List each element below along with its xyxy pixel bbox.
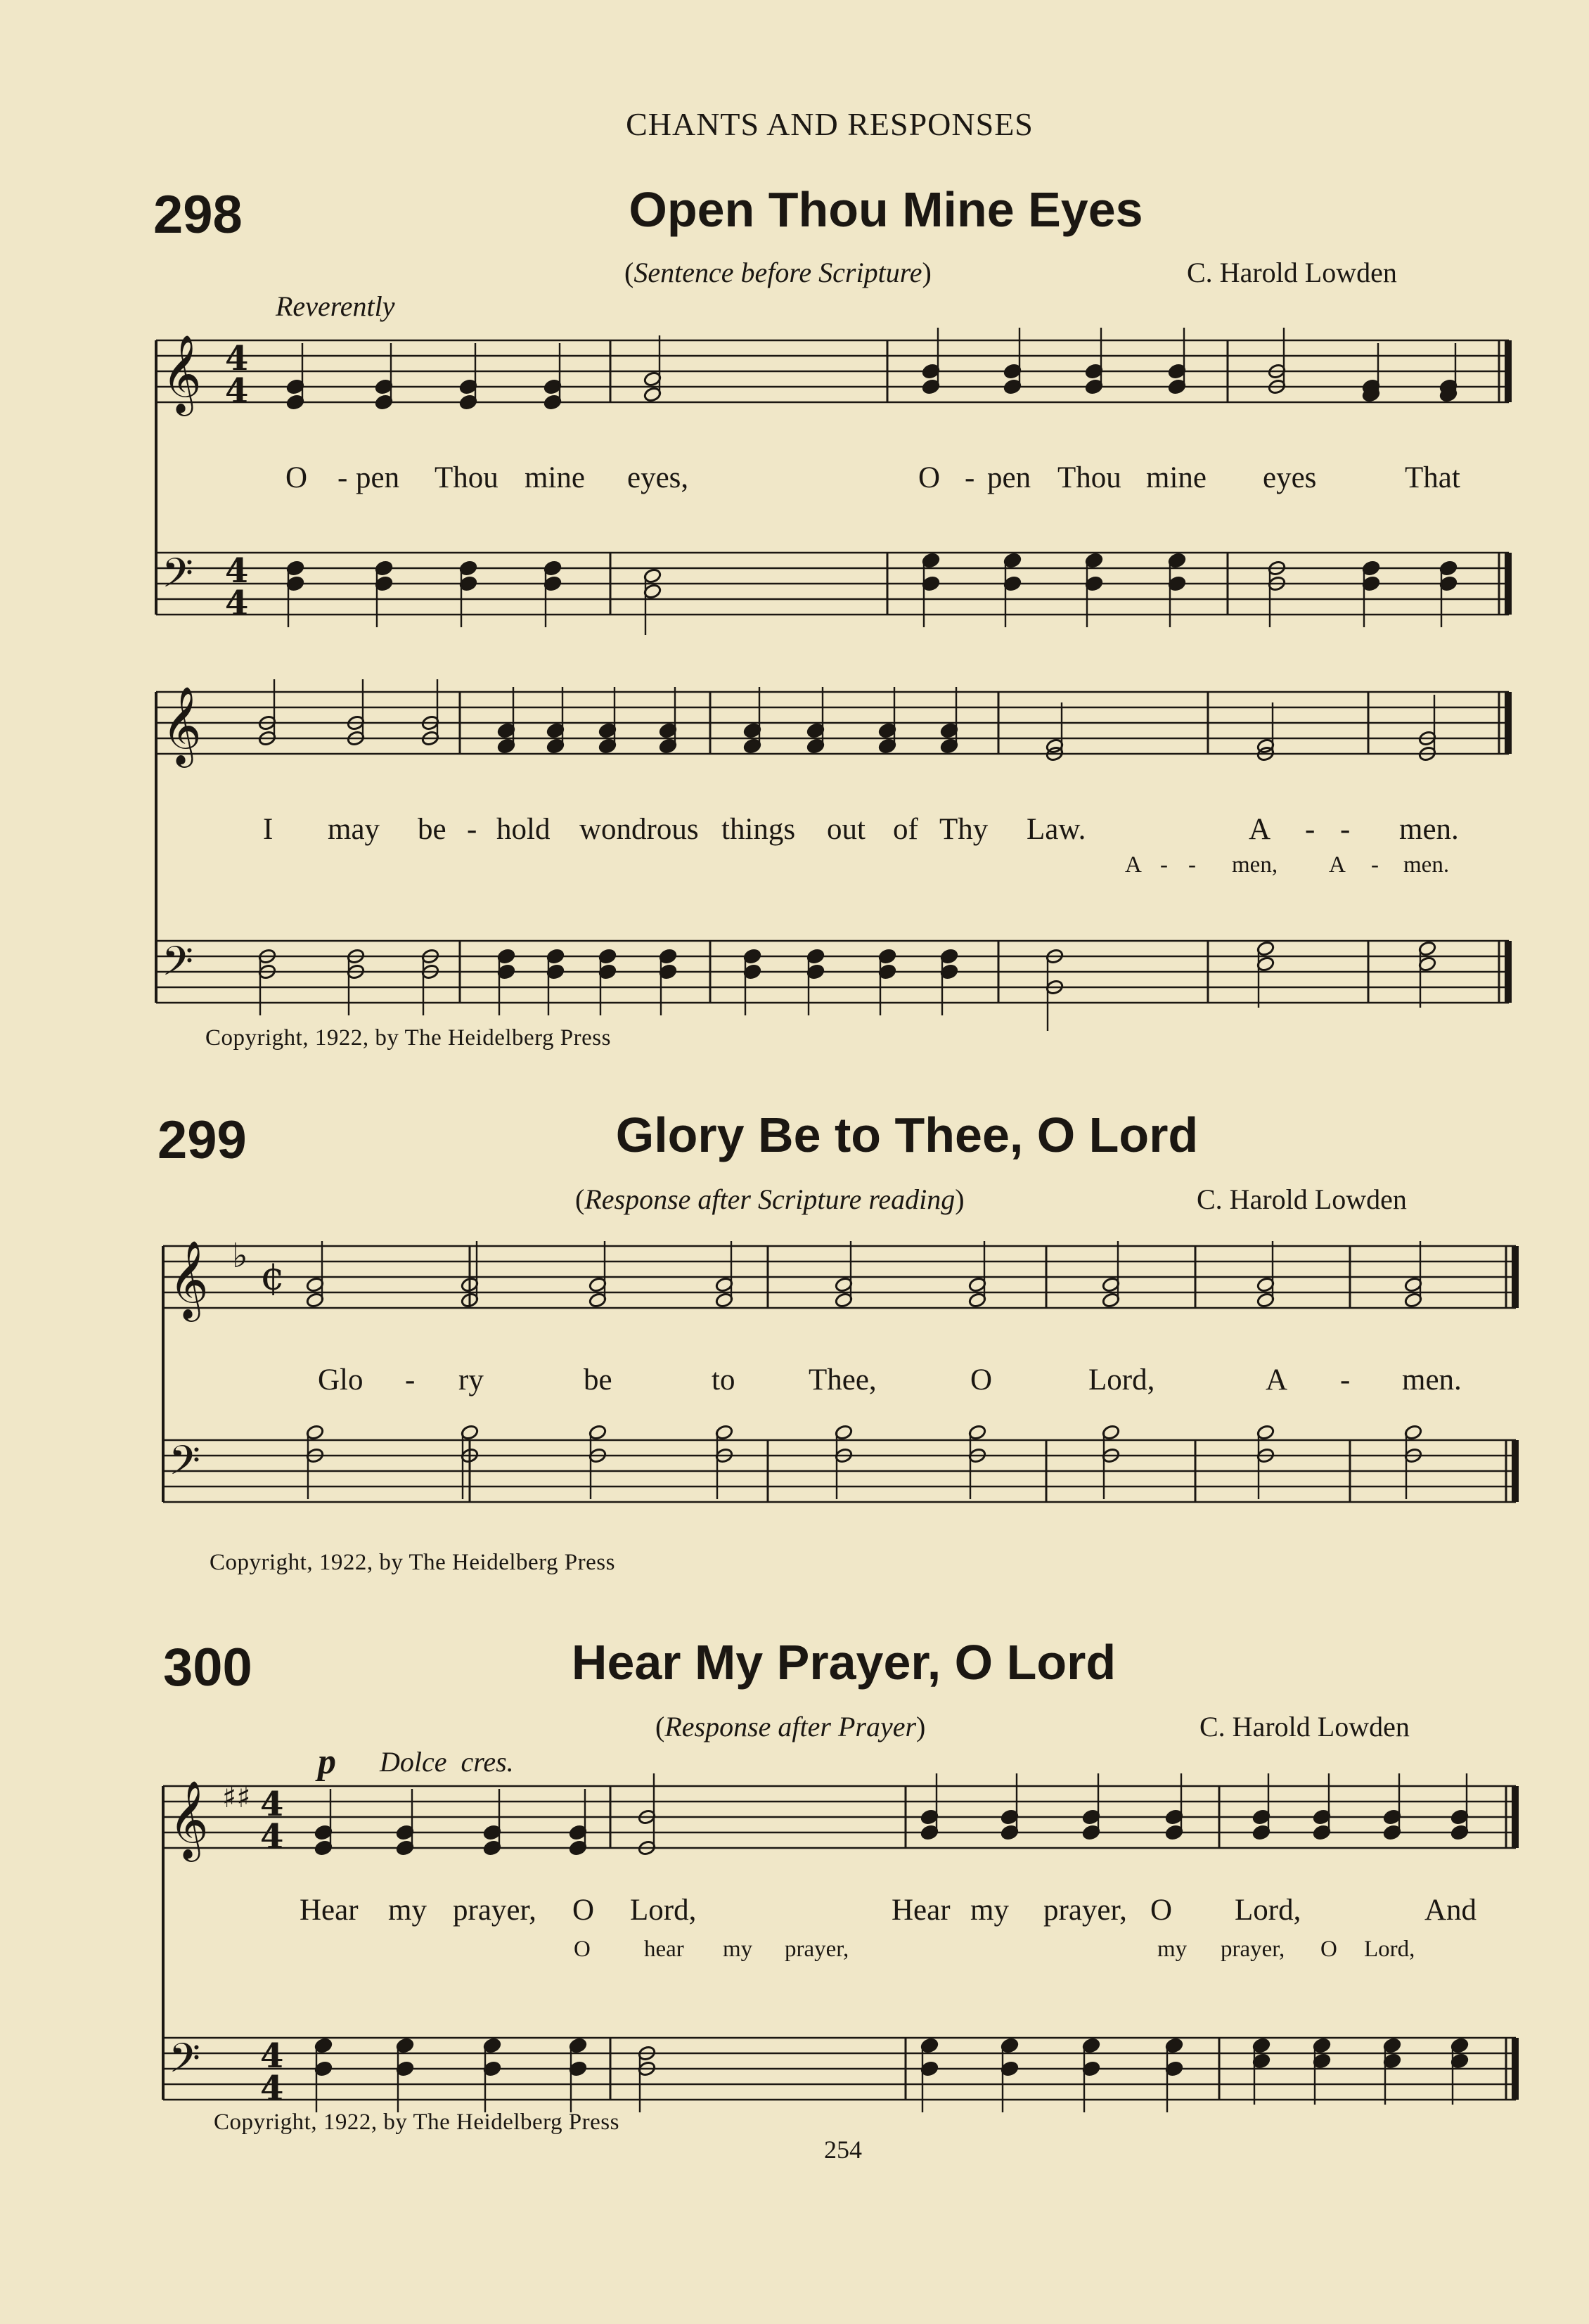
lyric-syllable: - — [1340, 1363, 1351, 1397]
lyric-syllable: be — [418, 813, 446, 846]
lyric-syllable: A — [1266, 1363, 1288, 1397]
lyric-syllable: A — [1329, 852, 1346, 878]
lyric-syllable: O — [970, 1363, 993, 1397]
lyric-syllable: - — [337, 461, 348, 494]
page-number: 254 — [824, 2136, 862, 2164]
lyric-syllable: prayer, — [1043, 1894, 1127, 1927]
lyric-syllable: pen — [987, 461, 1031, 494]
lyric-syllable: hear — [644, 1937, 684, 1962]
time-signature-denominator: 4 — [260, 2069, 284, 2108]
lyric-syllable: eyes, — [627, 461, 689, 494]
expression-marking-300: Dolce cres. — [380, 1746, 514, 1778]
lyric-syllable: Glo — [318, 1363, 364, 1397]
lyric-syllable: - — [1371, 852, 1379, 878]
time-signature-numerator: 4 — [260, 1785, 284, 1824]
lyric-syllable: O — [572, 1894, 595, 1927]
time-signature-numerator: 4 — [260, 2036, 284, 2076]
hymn-number-299: 299 — [157, 1110, 247, 1170]
lyric-syllable: ry — [458, 1363, 484, 1397]
lyric-syllable: prayer, — [453, 1894, 536, 1927]
hymn-subtitle-300: (Response after Prayer) — [655, 1711, 926, 1742]
lyric-syllable: O — [285, 461, 308, 494]
hymn-title-299: Glory Be to Thee, O Lord — [615, 1108, 1199, 1162]
treble-clef: 𝄞 — [162, 686, 202, 764]
lyric-syllable: men. — [1402, 1363, 1462, 1397]
lyric-syllable: - — [1160, 852, 1168, 878]
lyric-syllable: - — [1188, 852, 1196, 878]
lyric-syllable: O — [1150, 1894, 1173, 1927]
hymn-subtitle-299: (Response after Scripture reading) — [575, 1183, 965, 1215]
lyric-syllable: A — [1249, 813, 1271, 846]
hymn-title-300: Hear My Prayer, O Lord — [571, 1635, 1117, 1690]
notation-layer — [156, 328, 1519, 2112]
cut-time-signature: ¢ — [260, 1254, 285, 1299]
hymn-subtitle-298: (Sentence before Scripture) — [624, 257, 932, 288]
lyric-syllable: Thee, — [809, 1363, 877, 1397]
lyric-syllable: to — [712, 1363, 735, 1397]
treble-clef: 𝄞 — [169, 1780, 209, 1858]
lyric-syllable: prayer, — [785, 1937, 849, 1962]
lyric-syllable: O — [918, 461, 941, 494]
lyric-syllable: Thou — [435, 461, 498, 494]
lyric-syllable: things — [721, 813, 796, 846]
lyric-syllable: prayer, — [1221, 1937, 1285, 1962]
hymn-number-298: 298 — [153, 185, 243, 245]
lyric-syllable: - — [1340, 813, 1351, 846]
final-barline-thick — [1512, 1440, 1519, 1502]
running-head: CHANTS AND RESPONSES — [626, 106, 1034, 142]
copyright-299: Copyright, 1922, by The Heidelberg Press — [210, 1550, 615, 1575]
lyric-syllable: Lord, — [1235, 1894, 1301, 1927]
final-barline-thick — [1505, 553, 1512, 615]
lyric-syllable: A — [1125, 852, 1142, 878]
dynamic-marking-300: p — [318, 1742, 336, 1782]
lyric-syllable: my — [388, 1894, 427, 1927]
lyric-syllable: - — [467, 813, 477, 846]
lyric-syllable: Lord, — [630, 1894, 697, 1927]
copyright-300: Copyright, 1922, by The Heidelberg Press — [214, 2110, 619, 2135]
copyright-298: Copyright, 1922, by The Heidelberg Press — [205, 1025, 611, 1051]
lyric-syllable: I — [263, 813, 274, 846]
lyric-syllable: pen — [356, 461, 400, 494]
final-barline-thick — [1505, 340, 1512, 402]
bass-clef: 𝄢 — [169, 2034, 201, 2092]
lyric-syllable: O — [574, 1937, 591, 1962]
lyric-syllable: my — [723, 1937, 753, 1962]
lyric-syllable: mine — [1146, 461, 1207, 494]
final-barline-thick — [1505, 692, 1512, 754]
time-signature-denominator: 4 — [260, 1817, 284, 1856]
hymn-title-298: Open Thou Mine Eyes — [629, 182, 1143, 237]
lyric-syllable: Law. — [1027, 813, 1086, 846]
lyric-syllable: Thou — [1057, 461, 1121, 494]
lyric-syllable: mine — [525, 461, 585, 494]
lyric-syllable: men, — [1232, 852, 1278, 878]
composer-300: C. Harold Lowden — [1199, 1711, 1410, 1742]
treble-clef: 𝄞 — [169, 1240, 209, 1318]
lyric-syllable: That — [1405, 461, 1460, 494]
final-barline-thick — [1512, 2038, 1519, 2100]
lyric-syllable: - — [1305, 813, 1315, 846]
bass-clef: 𝄢 — [162, 937, 194, 995]
composer-299: C. Harold Lowden — [1197, 1183, 1407, 1215]
time-signature-numerator: 4 — [225, 551, 249, 591]
lyric-syllable: - — [405, 1363, 416, 1397]
hymn-number-300: 300 — [163, 1638, 252, 1697]
lyric-syllable: Lord, — [1364, 1937, 1415, 1962]
lyric-syllable: out — [827, 813, 866, 846]
lyric-syllable: And — [1424, 1894, 1477, 1927]
lyric-syllable: Lord, — [1088, 1363, 1155, 1397]
treble-clef: 𝄞 — [162, 334, 202, 413]
lyric-syllable: men. — [1399, 813, 1459, 846]
time-signature-numerator: 4 — [225, 339, 249, 378]
lyric-syllable: Hear — [892, 1894, 951, 1927]
time-signature-denominator: 4 — [225, 371, 249, 411]
final-barline-thick — [1505, 941, 1512, 1003]
lyric-syllable: may — [328, 813, 380, 846]
lyric-syllable: of — [893, 813, 918, 846]
lyric-syllable: wondrous — [579, 813, 699, 846]
lyric-syllable: Thy — [939, 813, 989, 846]
flat-key-signature: ♭ — [232, 1236, 248, 1276]
final-barline-thick — [1512, 1246, 1519, 1308]
lyric-syllable: O — [1320, 1937, 1337, 1962]
lyric-syllable: - — [965, 461, 975, 494]
time-signature-denominator: 4 — [225, 584, 249, 623]
lyric-syllable: my — [1157, 1937, 1188, 1962]
lyric-syllable: my — [970, 1894, 1009, 1927]
lyric-syllable: eyes — [1263, 461, 1317, 494]
lyric-syllable: Hear — [300, 1894, 359, 1927]
tempo-marking-298: Reverently — [276, 290, 395, 322]
sharp-key-signature: ♯♯ — [222, 1780, 251, 1814]
lyric-syllable: be — [584, 1363, 612, 1397]
lyric-syllable: men. — [1403, 852, 1450, 878]
bass-clef: 𝄢 — [169, 1437, 201, 1494]
lyric-syllable: hold — [496, 813, 551, 846]
final-barline-thick — [1512, 1786, 1519, 1848]
composer-298: C. Harold Lowden — [1187, 257, 1397, 288]
bass-clef: 𝄢 — [162, 549, 194, 607]
